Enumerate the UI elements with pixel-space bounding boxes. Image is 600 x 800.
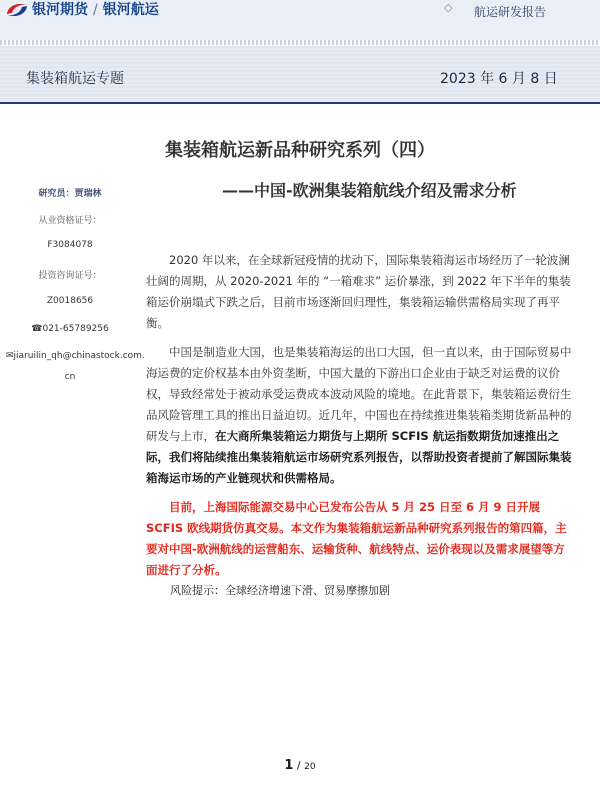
diamond-icon: ◇ — [444, 1, 453, 14]
report-subtitle: ——中国-欧洲集装箱航线介绍及需求分析 — [222, 181, 517, 200]
paragraph-3-highlight: 目前，上海国际能源交易中心已发布公告从 5 月 25 日至 6 月 9 日开展 SCFIS 欧线期货仿真交易。本文作为集装箱航运新品种研究系列报告的第四篇，主要对中国-欧洲航线的运营船东、运输货种、航线特点、运价表现以及需求展望等方面进行了分析。 — [146, 500, 567, 577]
email-address-part1: jiaruilin_qh@chinastock.com. — [13, 351, 145, 361]
brand-sub: 银河航运 — [102, 2, 159, 18]
phone-number: 021-65789256 — [42, 324, 109, 334]
qualification-label: 从业资格证号： — [38, 216, 102, 226]
qualification-number: F3084078 — [47, 240, 93, 250]
analyst-name: 研究员：贾瑞林 — [38, 189, 102, 199]
phone-icon: ☎ — [31, 324, 43, 334]
header-divider — [0, 40, 600, 45]
page-current: 1 — [284, 758, 294, 773]
brand-separator: / — [93, 2, 98, 18]
series-title: 集装箱航运专题 — [26, 71, 124, 87]
galaxy-swirl-icon — [4, 0, 30, 20]
email-line[interactable] — [6, 351, 145, 361]
paragraph-2-normal: 中国是制造业大国，也是集装箱海运的出口大国，但一直以来，由于国际贸易中海运费的定价权基本由外资垄断，中国大量的下游出口企业由于缺乏对运费的议价权，导致经常处于被动承受运费成本波动风险的境地。在此背景下，集装箱运费衍生品风险管理工具的推出日益迫切。近几年，中国也在持续推进集装箱类期货新品种的研发与上市， — [146, 345, 572, 443]
page-separator: / — [293, 759, 305, 772]
mail-icon: ✉ — [6, 351, 14, 361]
report-title: 集装箱航运新品种研究系列（四） — [165, 140, 435, 161]
page-total: 20 — [304, 762, 316, 772]
brand-main: 银河期货 — [32, 2, 88, 18]
risk-warning: 风险提示：全球经济增速下滑、贸易摩擦加剧 — [170, 584, 390, 597]
paragraph-1: 2020 年以来，在全球新冠疫情的扰动下，国际集装箱海运市场经历了一轮波澜壮阔的周期，从 2020-2021 年的 “一箱难求” 运价暴涨，到 2022 年下半年的集装箱运价崩塌式下跌之后，目前市场逐渐回归理性，集装箱运输供需格局实现了再平衡。 — [146, 253, 571, 330]
report-type-label: 航运研发报告 — [474, 5, 547, 19]
header-strip — [0, 0, 600, 40]
phone-line — [6, 324, 134, 334]
advisory-label: 投资咨询证号： — [38, 271, 102, 281]
paragraph-2-bold: 在大商所集装箱运力期货与上期所 SCFIS 航运指数期货加速推出之际，我们将陆续推出集装箱航运市场研究系列报告，以帮助投资者提前了解国际集装箱海运市场的产业链现状和供需格局。 — [146, 429, 572, 485]
paragraph-2 — [146, 342, 572, 489]
report-date: 2023 年 6 月 8 日 — [440, 71, 558, 87]
page-number — [0, 758, 600, 773]
report-body — [146, 250, 572, 589]
brand-name — [32, 0, 159, 20]
topic-banner — [0, 46, 600, 104]
email-address-part2: cn — [64, 372, 76, 382]
advisory-number: Z0018656 — [46, 296, 94, 306]
